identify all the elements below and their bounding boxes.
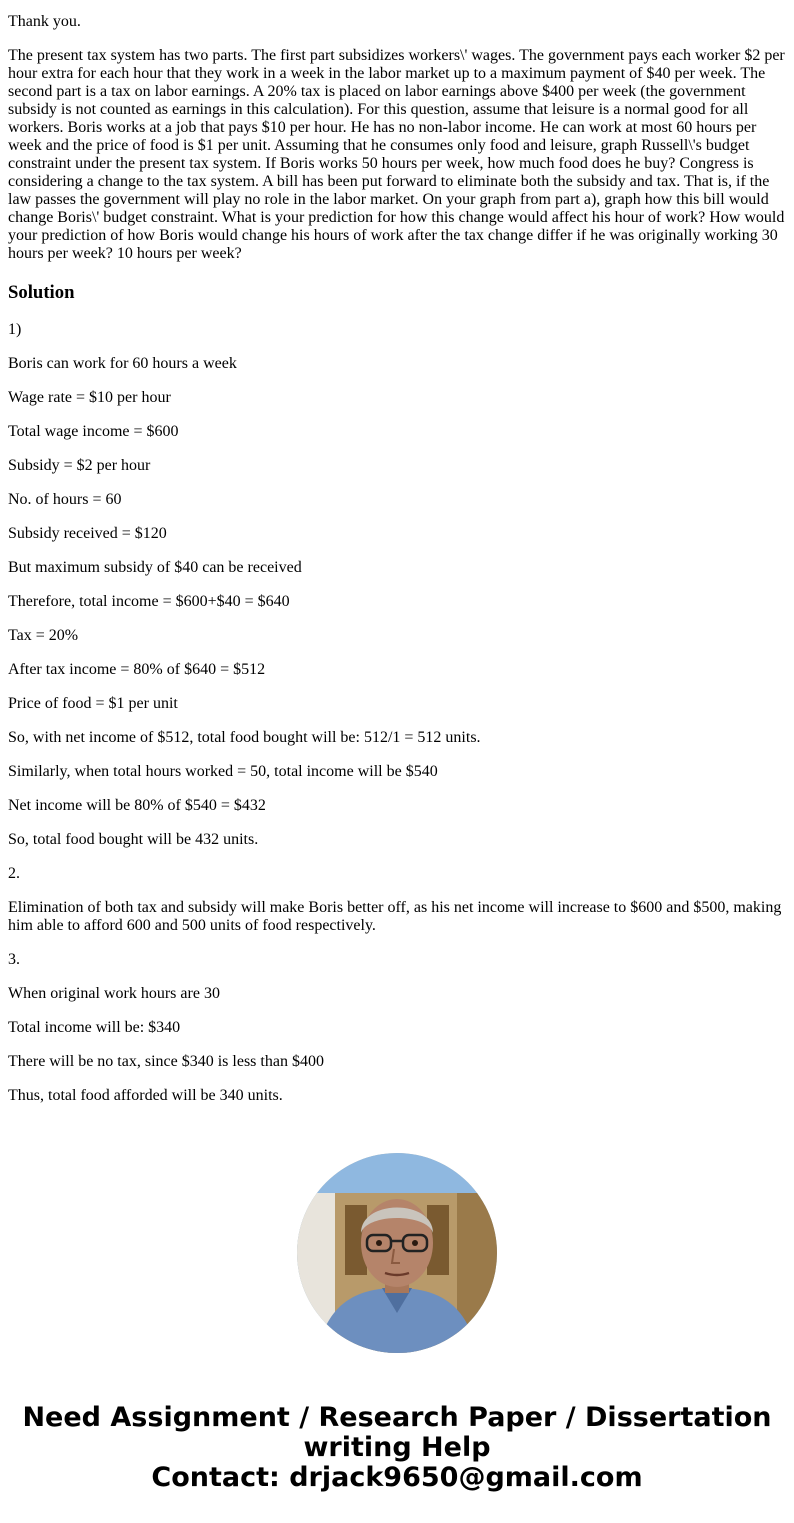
solution-line: No. of hours = 60	[8, 491, 122, 508]
promo-contact: Contact: drjack9650@gmail.com	[151, 1462, 643, 1493]
solution-line: 3.	[8, 951, 20, 968]
solution-line: Boris can work for 60 hours a week	[8, 355, 237, 372]
solution-line: When original work hours are 30	[8, 985, 220, 1002]
solution-line: Tax = 20%	[8, 627, 79, 644]
solution-line: Thus, total food afforded will be 340 units.	[8, 1087, 283, 1104]
promo-line: writing Help	[303, 1432, 491, 1463]
solution-line: Net income will be 80% of $540 = $432	[8, 797, 266, 814]
author-avatar	[297, 1153, 497, 1353]
question-text: The present tax system has two parts. The first part subsidizes workers\' wages. The government pays each worker $2 per hour extra for each hour that they work in a week in the labor market up to a maximum payment of $40 per week. The second part is a tax on labor earnings. A 20% tax is placed on labor earnings above $400 per week (the government subsidy is not counted as earnings in this calculation). For this question, assume that leisure is a normal good for all workers. Boris works at a job that pays $10 per hour. He has no non-labor income. He can work at most 60 hours per week and the price of food is $1 per unit. Assuming that he consumes only food and leisure, graph Russell\'s budget constraint under the present tax system. If Boris works 50 hours per week, how much food does he buy? Congress is considering a change to the tax system. A bill has been put forward to eliminate both the subsidy and tax. That is, if the law passes the government will play no role in the labor market. On your graph from part a), graph how this bill would change Boris\' budget constraint. What is your prediction for how this change would affect his hour of work? How would your prediction of how Boris would change his hours of work after the tax change differ if he was originally working 30 hours per week? 10 hours per week?	[8, 47, 785, 262]
solution-line: Elimination of both tax and subsidy will make Boris better off, as his net income will increase to $600 and $500, making him able to afford 600 and 500 units of food respectively.	[8, 899, 782, 934]
solution-line: After tax income = 80% of $640 = $512	[8, 661, 266, 678]
intro-text: Thank you.	[8, 13, 81, 30]
solution-line: Similarly, when total hours worked = 50, total income will be $540	[8, 763, 438, 780]
solution-line: 1)	[8, 321, 22, 338]
solution-line: But maximum subsidy of $40 can be received	[8, 559, 302, 576]
solution-line: So, total food bought will be 432 units.	[8, 831, 259, 848]
solution-line: Total wage income = $600	[8, 423, 179, 440]
solution-line: Subsidy = $2 per hour	[8, 457, 151, 474]
document-content	[8, 13, 786, 1121]
promo-line: Need Assignment / Research Paper / Dissertation	[22, 1402, 772, 1433]
solution-line: Total income will be: $340	[8, 1019, 181, 1036]
solution-line: Wage rate = $10 per hour	[8, 389, 171, 406]
avatar-portrait	[297, 1153, 497, 1353]
solution-line: Price of food = $1 per unit	[8, 695, 178, 712]
solution-line: 2.	[8, 865, 20, 882]
solution-line: So, with net income of $512, total food bought will be: 512/1 = 512 units.	[8, 729, 481, 746]
promo-banner	[0, 1403, 794, 1493]
solution-heading: Solution	[8, 282, 75, 303]
solution-line: There will be no tax, since $340 is less than $400	[8, 1053, 324, 1070]
solution-line: Subsidy received = $120	[8, 525, 167, 542]
solution-line: Therefore, total income = $600+$40 = $640	[8, 593, 290, 610]
